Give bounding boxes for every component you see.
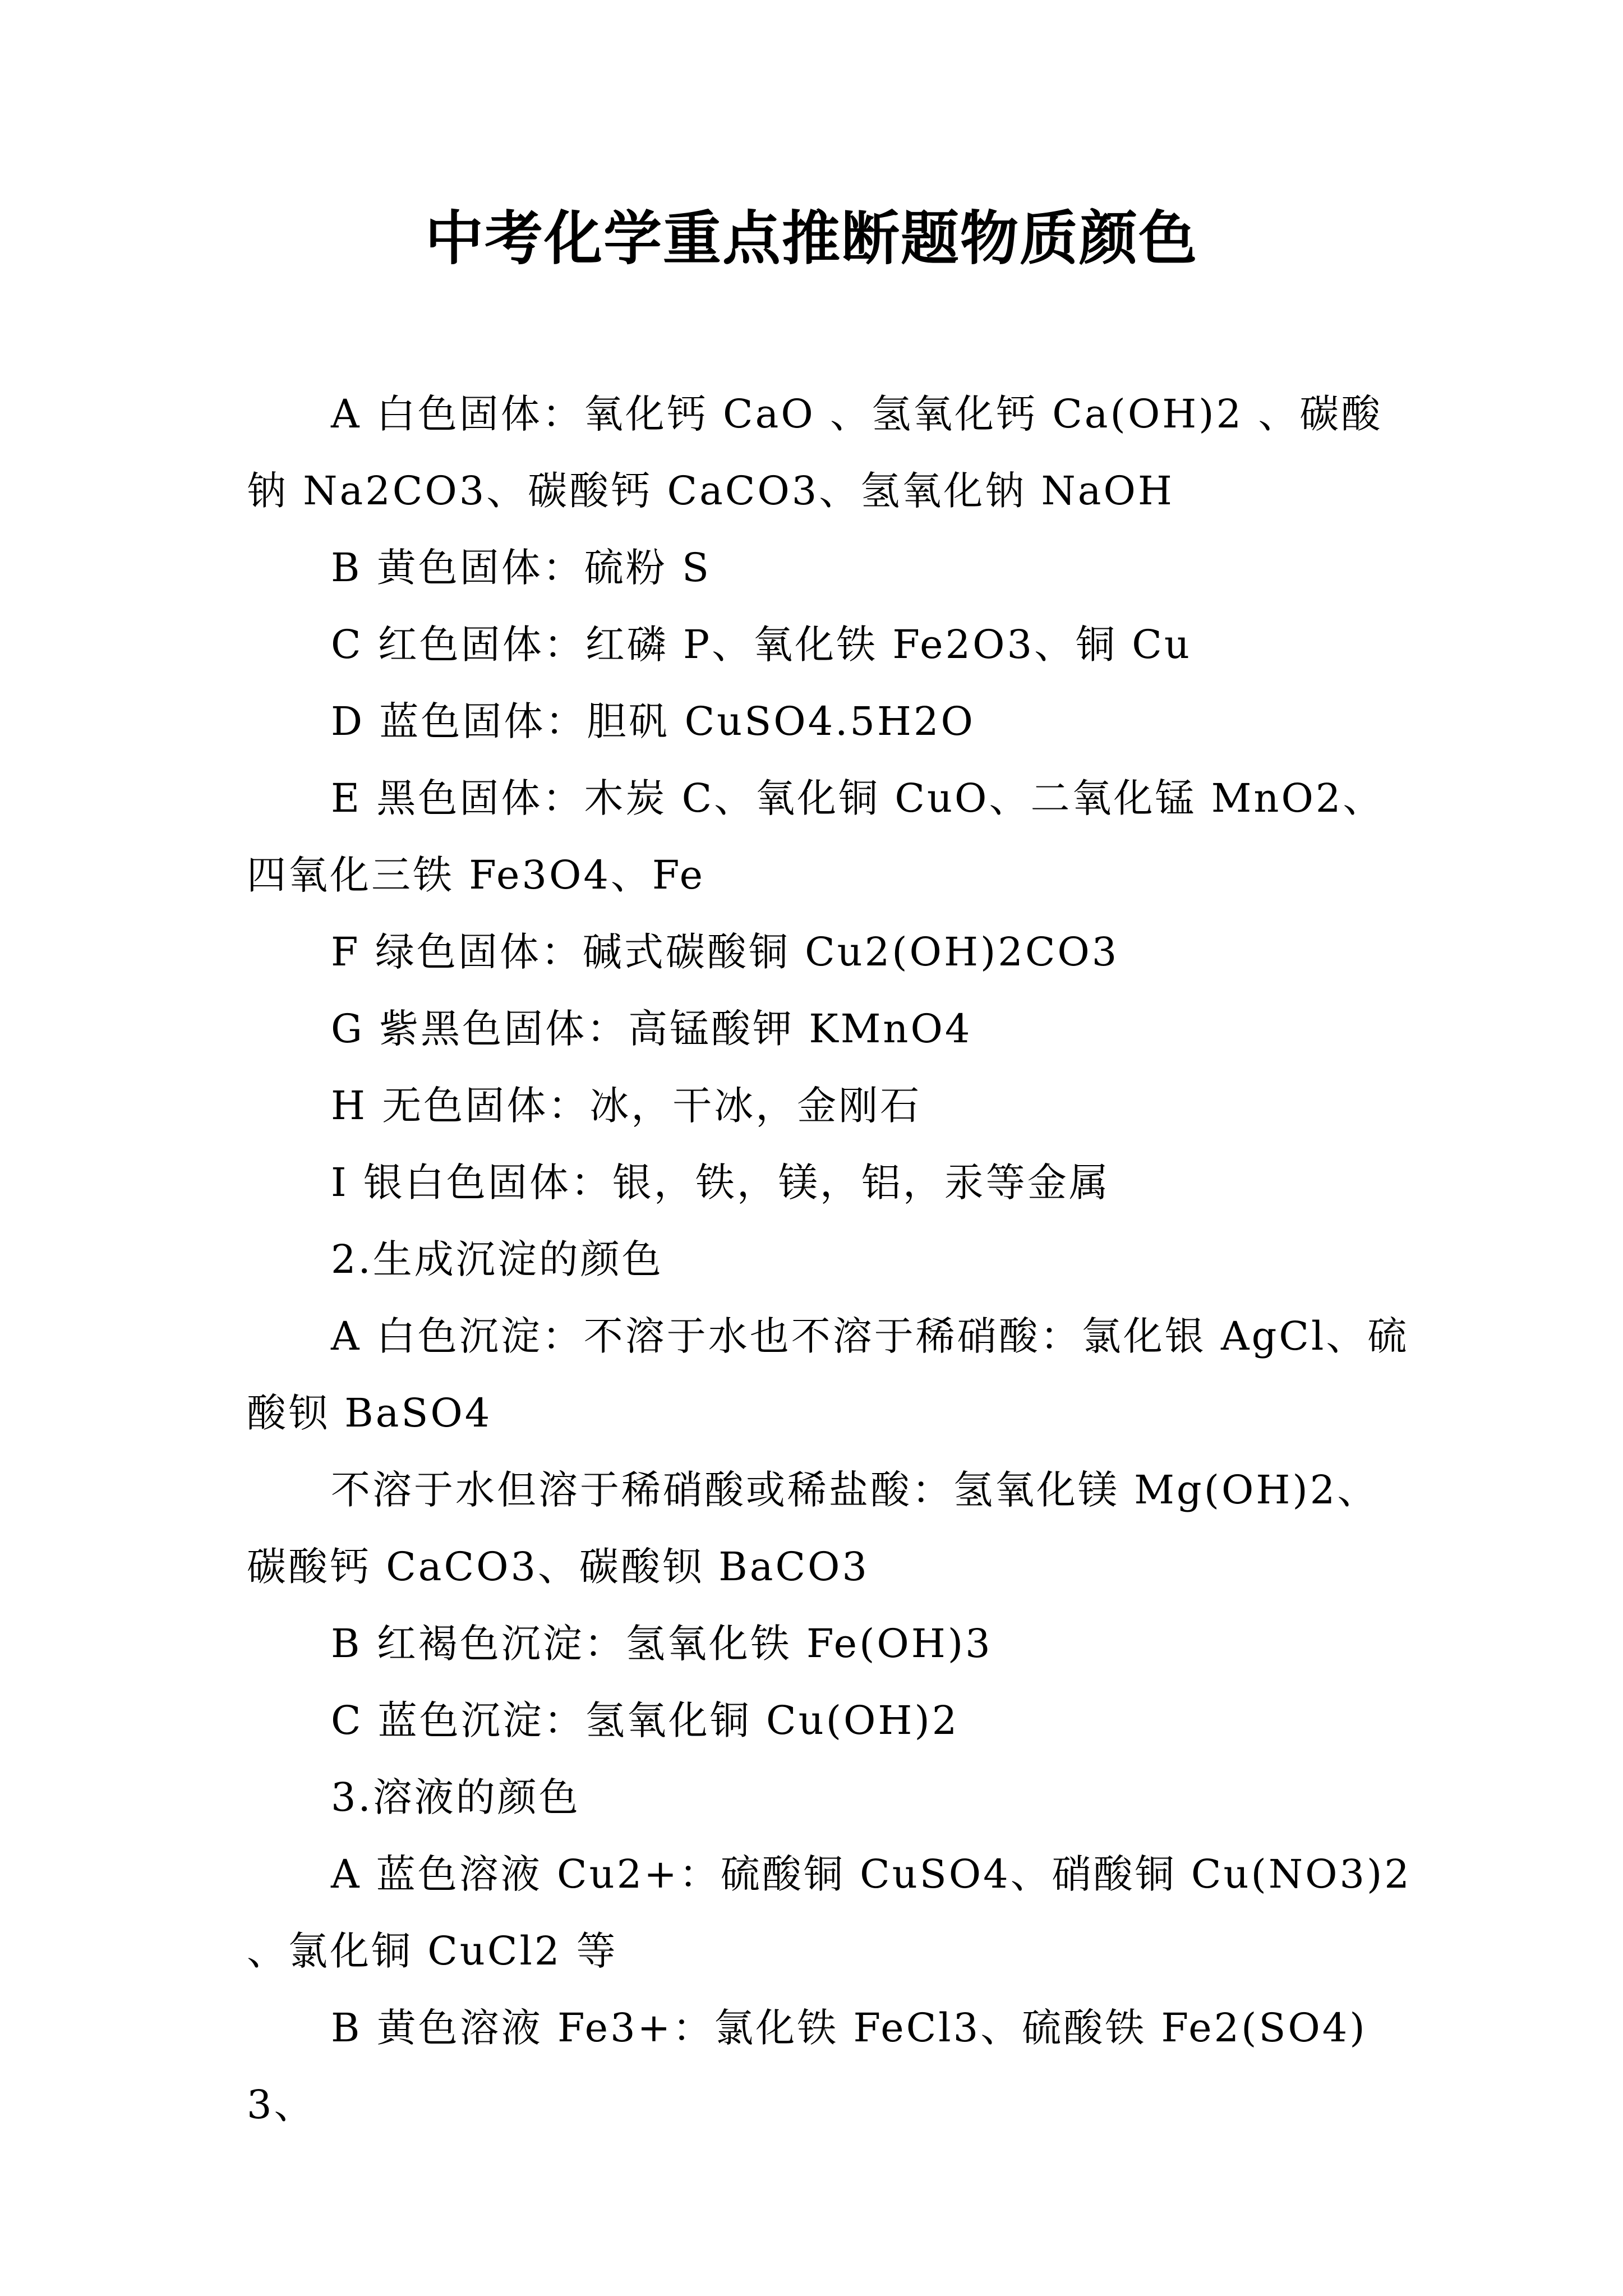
paragraph-black-solids: E 黑色固体：木炭 C、氧化铜 CuO、二氧化锰 MnO2、四氧化三铁 Fe3O4、Fe <box>247 775 1385 898</box>
paragraph-red-solids: C 红色固体：红磷 P、氧化铁 Fe2O3、铜 Cu <box>331 622 1192 668</box>
paragraph-yellow-solution: B 黄色溶液 Fe3+：氯化铁 FeCl3、硫酸铁 Fe2(SO4)3、 <box>247 2005 1367 2128</box>
paragraph-red-brown-precipitate: B 红褐色沉淀：氢氧化铁 Fe(OH)3 <box>331 1621 993 1667</box>
paragraph-green-solids: F 绿色固体：碱式碳酸铜 Cu2(OH)2CO3 <box>331 929 1119 975</box>
paragraph-blue-solution: A 蓝色溶液 Cu2+：硫酸铜 CuSO4、硝酸铜 Cu(NO3)2 、氯化铜 CuCl2 等 <box>247 1851 1412 1974</box>
paragraph-colorless-solids: H 无色固体：冰，干冰，金刚石 <box>331 1083 922 1129</box>
paragraph-yellow-solids: B 黄色固体：硫粉 S <box>331 545 711 591</box>
paragraph-purple-black-solids: G 紫黑色固体：高锰酸钾 KMnO4 <box>331 1006 972 1052</box>
section-heading-precipitates: 2.生成沉淀的颜色 <box>331 1236 663 1282</box>
paragraph-acid-soluble-precipitate: 不溶于水但溶于稀硝酸或稀盐酸：氢氧化镁 Mg(OH)2、碳酸钙 CaCO3、碳酸钡 BaCO3 <box>247 1467 1379 1590</box>
section-heading-solutions: 3.溶液的颜色 <box>331 1774 580 1820</box>
paragraph-white-solids: A 白色固体：氧化钙 CaO 、氢氧化钙 Ca(OH)2 、碳酸钠 Na2CO3、碳酸钙 CaCO3、氢氧化钠 NaOH <box>247 391 1383 514</box>
document-body <box>247 376 1413 2143</box>
document-title: 中考化学重点推断题物质颜色 <box>425 204 1198 273</box>
paragraph-blue-solids: D 蓝色固体：胆矾 CuSO4.5H2O <box>331 698 975 744</box>
paragraph-blue-precipitate: C 蓝色沉淀：氢氧化铜 Cu(OH)2 <box>331 1697 960 1743</box>
paragraph-silver-white-solids: I 银白色固体：银，铁，镁，铝，汞等金属 <box>331 1159 1110 1205</box>
paragraph-white-precipitate: A 白色沉淀：不溶于水也不溶于稀硝酸：氯化银 AgCl、硫酸钡 BaSO4 <box>247 1313 1409 1436</box>
